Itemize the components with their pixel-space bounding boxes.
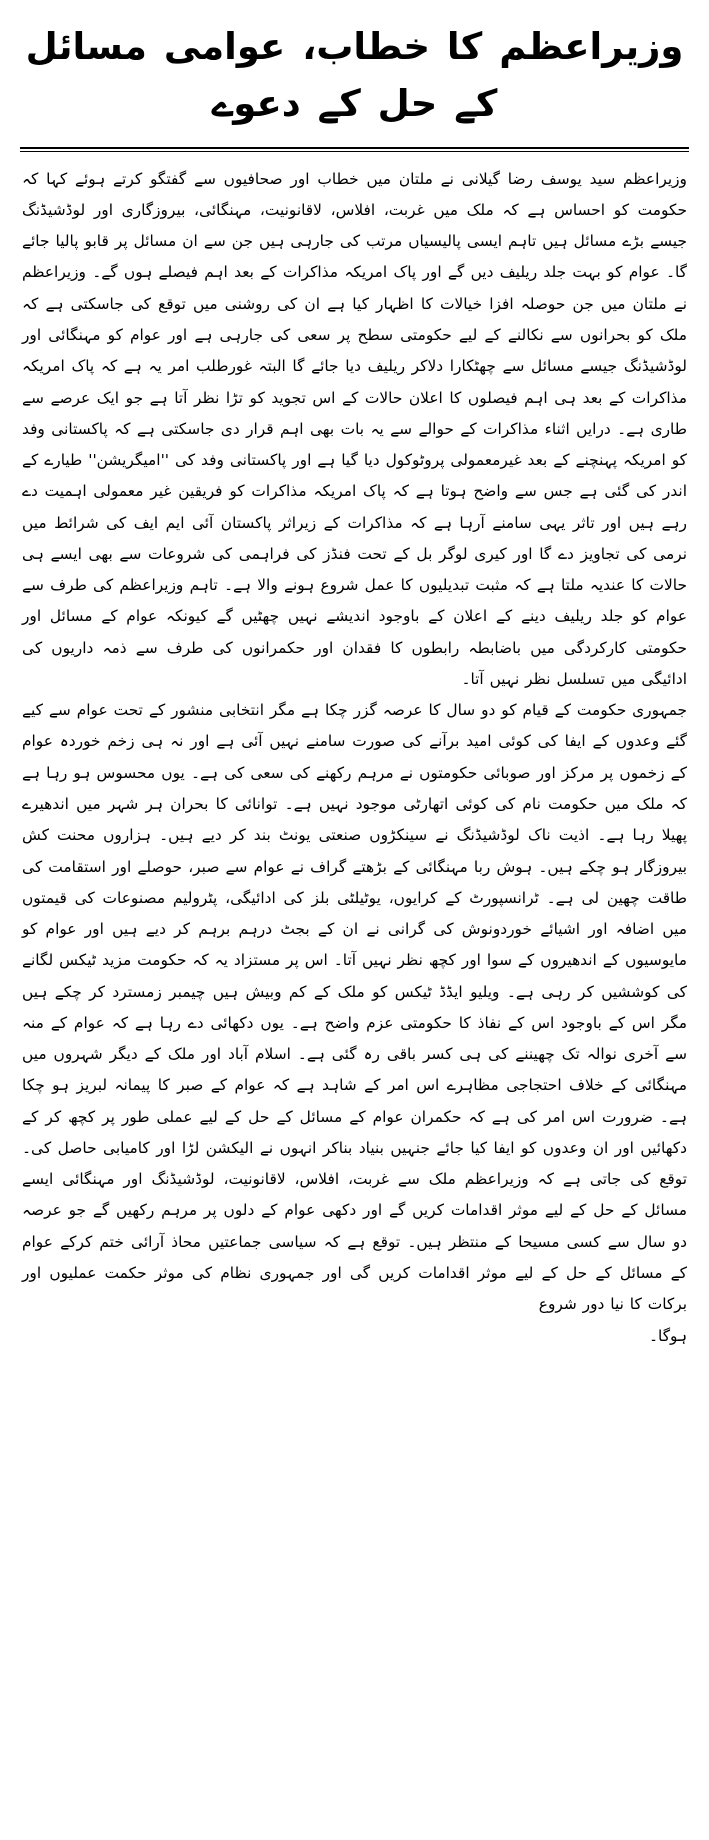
article-paragraph-2: جمہوری حکومت کے قیام کو دو سال کا عرصہ گزر چکا ہے مگر انتخابی منشور کے تحت عوام سے کیے گئے وعدوں کے ایفا کی کوئی امید برآنے کی صورت سامنے نہیں آئی ہے اور نہ ہی زخم خوردہ عوام کے زخموں پر مرکز اور صوبائی حکومتوں نے مرہم رکھنے کی سعی کی ہے۔ یوں محسوس ہو رہا ہے کہ ملک میں حکومت نام کی کوئی اتھارٹی موجود نہیں ہے۔ توانائی کا بحران ہر شہر میں اندھیرے پھیلا رہا ہے۔ اذیت ناک لوڈشیڈنگ نے سینکڑوں صنعتی یونٹ بند کر دیے ہیں۔ ہزاروں محنت کش بیروزگار ہو چکے ہیں۔ ہوش ربا مہنگائی کے بڑھتے گراف نے عوام سے صبر، حوصلے اور استقامت کی طاقت چھین لی ہے۔ ٹرانسپورٹ کے کرایوں، یوٹیلٹی بلز کی ادائیگی، پٹرولیم مصنوعات کی قیمتوں میں اضافہ اور اشیائے خوردونوش کی گرانی نے ان کے بجٹ درہم برہم کر دیے ہیں اور عوام کو مایوسیوں کے اندھیروں کے سوا اور کچھ نظر نہیں آتا۔ اس پر مستزاد یہ کہ حکومت مزید ٹیکس لگانے کی کوششیں کر رہی ہے۔ ویلیو ایڈڈ ٹیکس کو ملک کے کم وبیش ہیں چیمبر زمسترد کر چکے ہیں مگر اس کے باوجود اس کے نفاذ کا حکومتی عزم واضح ہے۔ یوں دکھائی دے رہا ہے کہ عوام کے منہ سے آخری نوالہ تک چھیننے کی ہی کسر باقی رہ گئی ہے۔ اسلام آباد اور ملک کے دیگر شہروں میں مہنگائی کے خلاف احتجاجی مظاہرے اس امر کے شاہد ہے کہ عوام کے صبر کا پیمانہ لبریز ہو چکا ہے۔ ضرورت اس امر کی ہے کہ حکمران عوام کے مسائل کے حل کے لیے عملی طور پر کچھ کر کے دکھائیں اور ان وعدوں کو ایفا کیا جائے جنہیں بنیاد بناکر انہوں نے الیکشن لڑا اور کامیابی حاصل کی۔ توقع کی جاتی ہے کہ وزیراعظم ملک سے غربت، افلاس، لاقانونیت، لوڈشیڈنگ اور مہنگائی ایسے مسائل کے حل کے لیے موثر اقدامات کریں گے اور دکھی عوام کے دلوں پر مرہم رکھیں گے جو عرصہ دو سال سے کسی مسیحا کے منتظر ہیں۔ توقع ہے کہ سیاسی جماعتیں محاذ آرائی ختم کرکے عوام کے مسائل کے حل کے لیے موثر اقدامات کریں گی اور جمہوری نظام کی موثر حکمت عملیوں اور برکات کا نیا دور شروع [22,701,687,1314]
headline-line-1: وزیراعظم کا خطاب، عوامی مسائل [25,25,684,68]
page-title [18,14,691,143]
article-body [18,152,691,1321]
article-last-word: ہوگا۔ [648,1326,687,1345]
article-paragraph-1: وزیراعظم سید یوسف رضا گیلانی نے ملتان میں خطاب اور صحافیوں سے گفتگو کرتے ہوئے کہا کہ حکومت کو احساس ہے کہ ملک میں غربت، افلاس، لاقانونیت، مہنگائی، بیروزگاری اور لوڈشیڈنگ جیسے بڑے مسائل ہیں تاہم ایسی پالیسیاں مرتب کی جارہی ہیں جن سے ان مسائل پر قابو پالیا جائے گا۔ عوام کو بہت جلد ریلیف دیں گے اور پاک امریکہ مذاکرات کے بعد اہم فیصلے ہوں گے۔ وزیراعظم نے ملتان میں جن حوصلہ افزا خیالات کا اظہار کیا ہے ان کی روشنی میں توقع کی جاسکتی ہے کہ ملک کو بحرانوں سے نکالنے کے لیے حکومتی سطح پر سعی کی جارہی ہے اور عوام کو مہنگائی اور لوڈشیڈنگ جیسے مسائل سے چھٹکارا دلاکر ریلیف دیا جائے گا البتہ غورطلب امر یہ ہے کہ پاک امریکہ مذاکرات کے بعد ہی اہم فیصلوں کا اعلان حالات کے اس تجوید کو تڑا نظر آتا ہے جو ایک عرصے سے طاری ہے۔ درایں اثناء مذاکرات کے حوالے سے یہ بات بھی اہم قرار دی جاسکتی ہے کہ پاکستانی وفد کو امریکہ پہنچنے کے بعد غیرمعمولی پروٹوکول دیا گیا ہے اور پاکستانی وفد کی ''امیگریشن'' طیارے کے اندر کی گئی ہے جس سے واضح ہوتا ہے کہ پاک امریکہ مذاکرات کو فریقین غیر معمولی اہمیت دے رہے ہیں اور تاثر یہی سامنے آرہا ہے کہ مذاکرات کے زیراثر پاکستان آئی ایم ایف کی شرائط میں نرمی کی تجاویز دے گا اور کیری لوگر بل کے تحت فنڈز کی فراہمی کی شروعات سے بھی ایسے ہی حالات کا عندیہ ملتا ہے کہ مثبت تبدیلیوں کا عمل شروع ہونے والا ہے۔ تاہم وزیراعظم کی طرف سے عوام کو جلد ریلیف دینے کے اعلان کے باوجود اندیشے نہیں چھٹیں گے کیونکہ عوام کے مسائل اور حکومتی کارکردگی میں باضابطہ رابطوں کا فقدان اور حکمرانوں کی طرف سے ذمہ داریوں کی ادائیگی میں تسلسل نظر نہیں آتا۔ [22,169,687,688]
headline-line-2: کے حل کے دعوے [211,82,498,126]
divider-top [20,147,689,149]
